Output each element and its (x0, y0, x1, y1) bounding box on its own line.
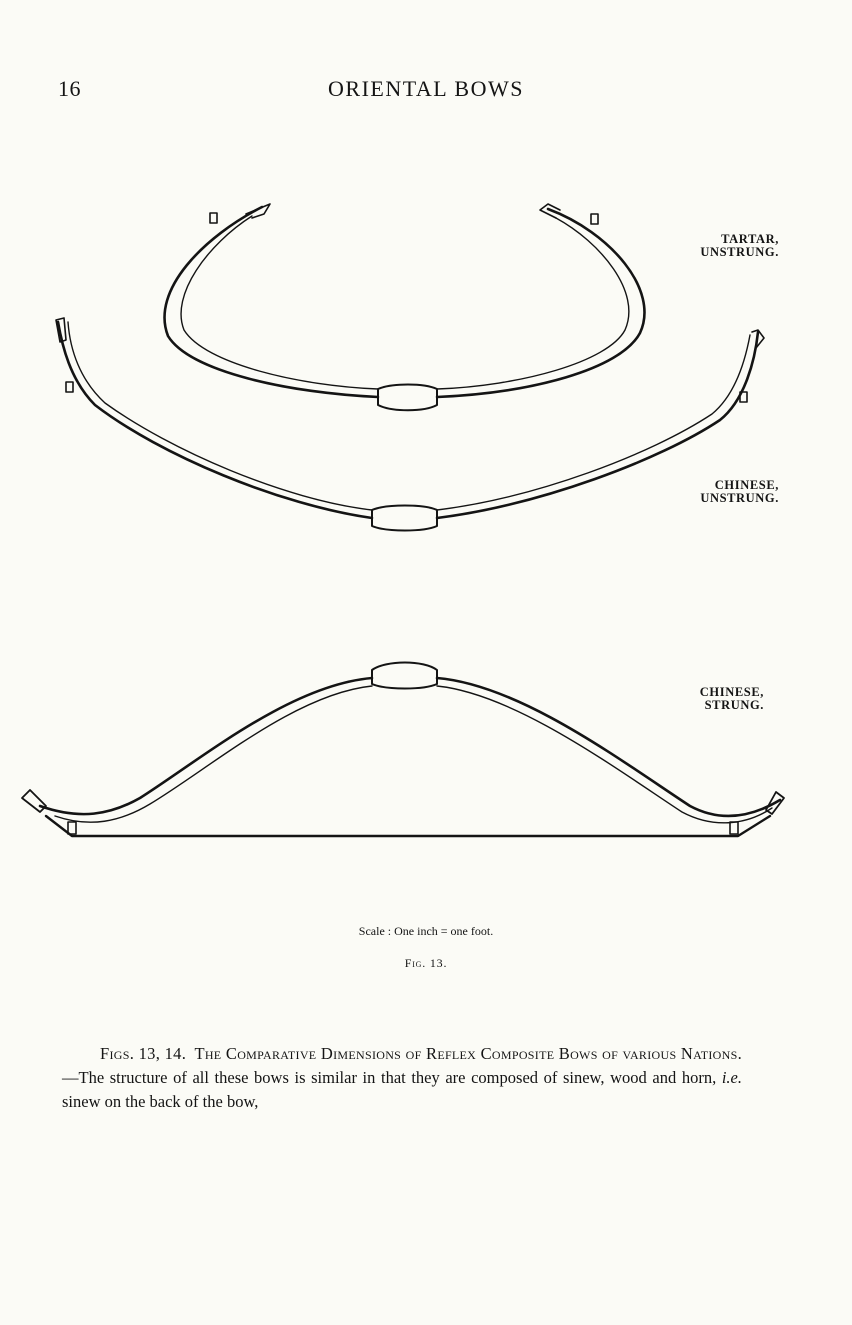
tartar-label-line2: UNSTRUNG. (700, 245, 779, 259)
ie-abbreviation: i.e. (721, 1068, 742, 1087)
chinese-unstrung-label-line1: CHINESE, (714, 478, 779, 492)
page-number: 16 (58, 76, 81, 101)
tartar-unstrung-label (640, 233, 779, 259)
chinese-unstrung-label (640, 479, 779, 505)
chinese-strung-label (640, 686, 764, 712)
running-head: ORIENTAL BOWS (328, 76, 524, 101)
caption-title: The Comparative Dimensions of Reflex Composite Bows of various Nations. (194, 1044, 742, 1063)
body-text-2: sinew on the back of the bow, (62, 1092, 259, 1111)
caption-heading: Figs. 13, 14. (100, 1044, 187, 1063)
figure-caption: Fig. 13. (404, 956, 448, 970)
chinese-unstrung-label-line2: UNSTRUNG. (700, 491, 779, 505)
body-paragraph (62, 1042, 742, 1114)
chinese-strung-label-line2: STRUNG. (704, 698, 764, 712)
tartar-unstrung-bow (165, 204, 645, 410)
scale-note: Scale : One inch = one foot. (358, 924, 494, 938)
tartar-label-line1: TARTAR, (721, 232, 779, 246)
body-text-1: —The structure of all these bows is similar in that they are composed of sinew, wood and horn, (62, 1068, 717, 1087)
chinese-strung-label-line1: CHINESE, (699, 685, 764, 699)
